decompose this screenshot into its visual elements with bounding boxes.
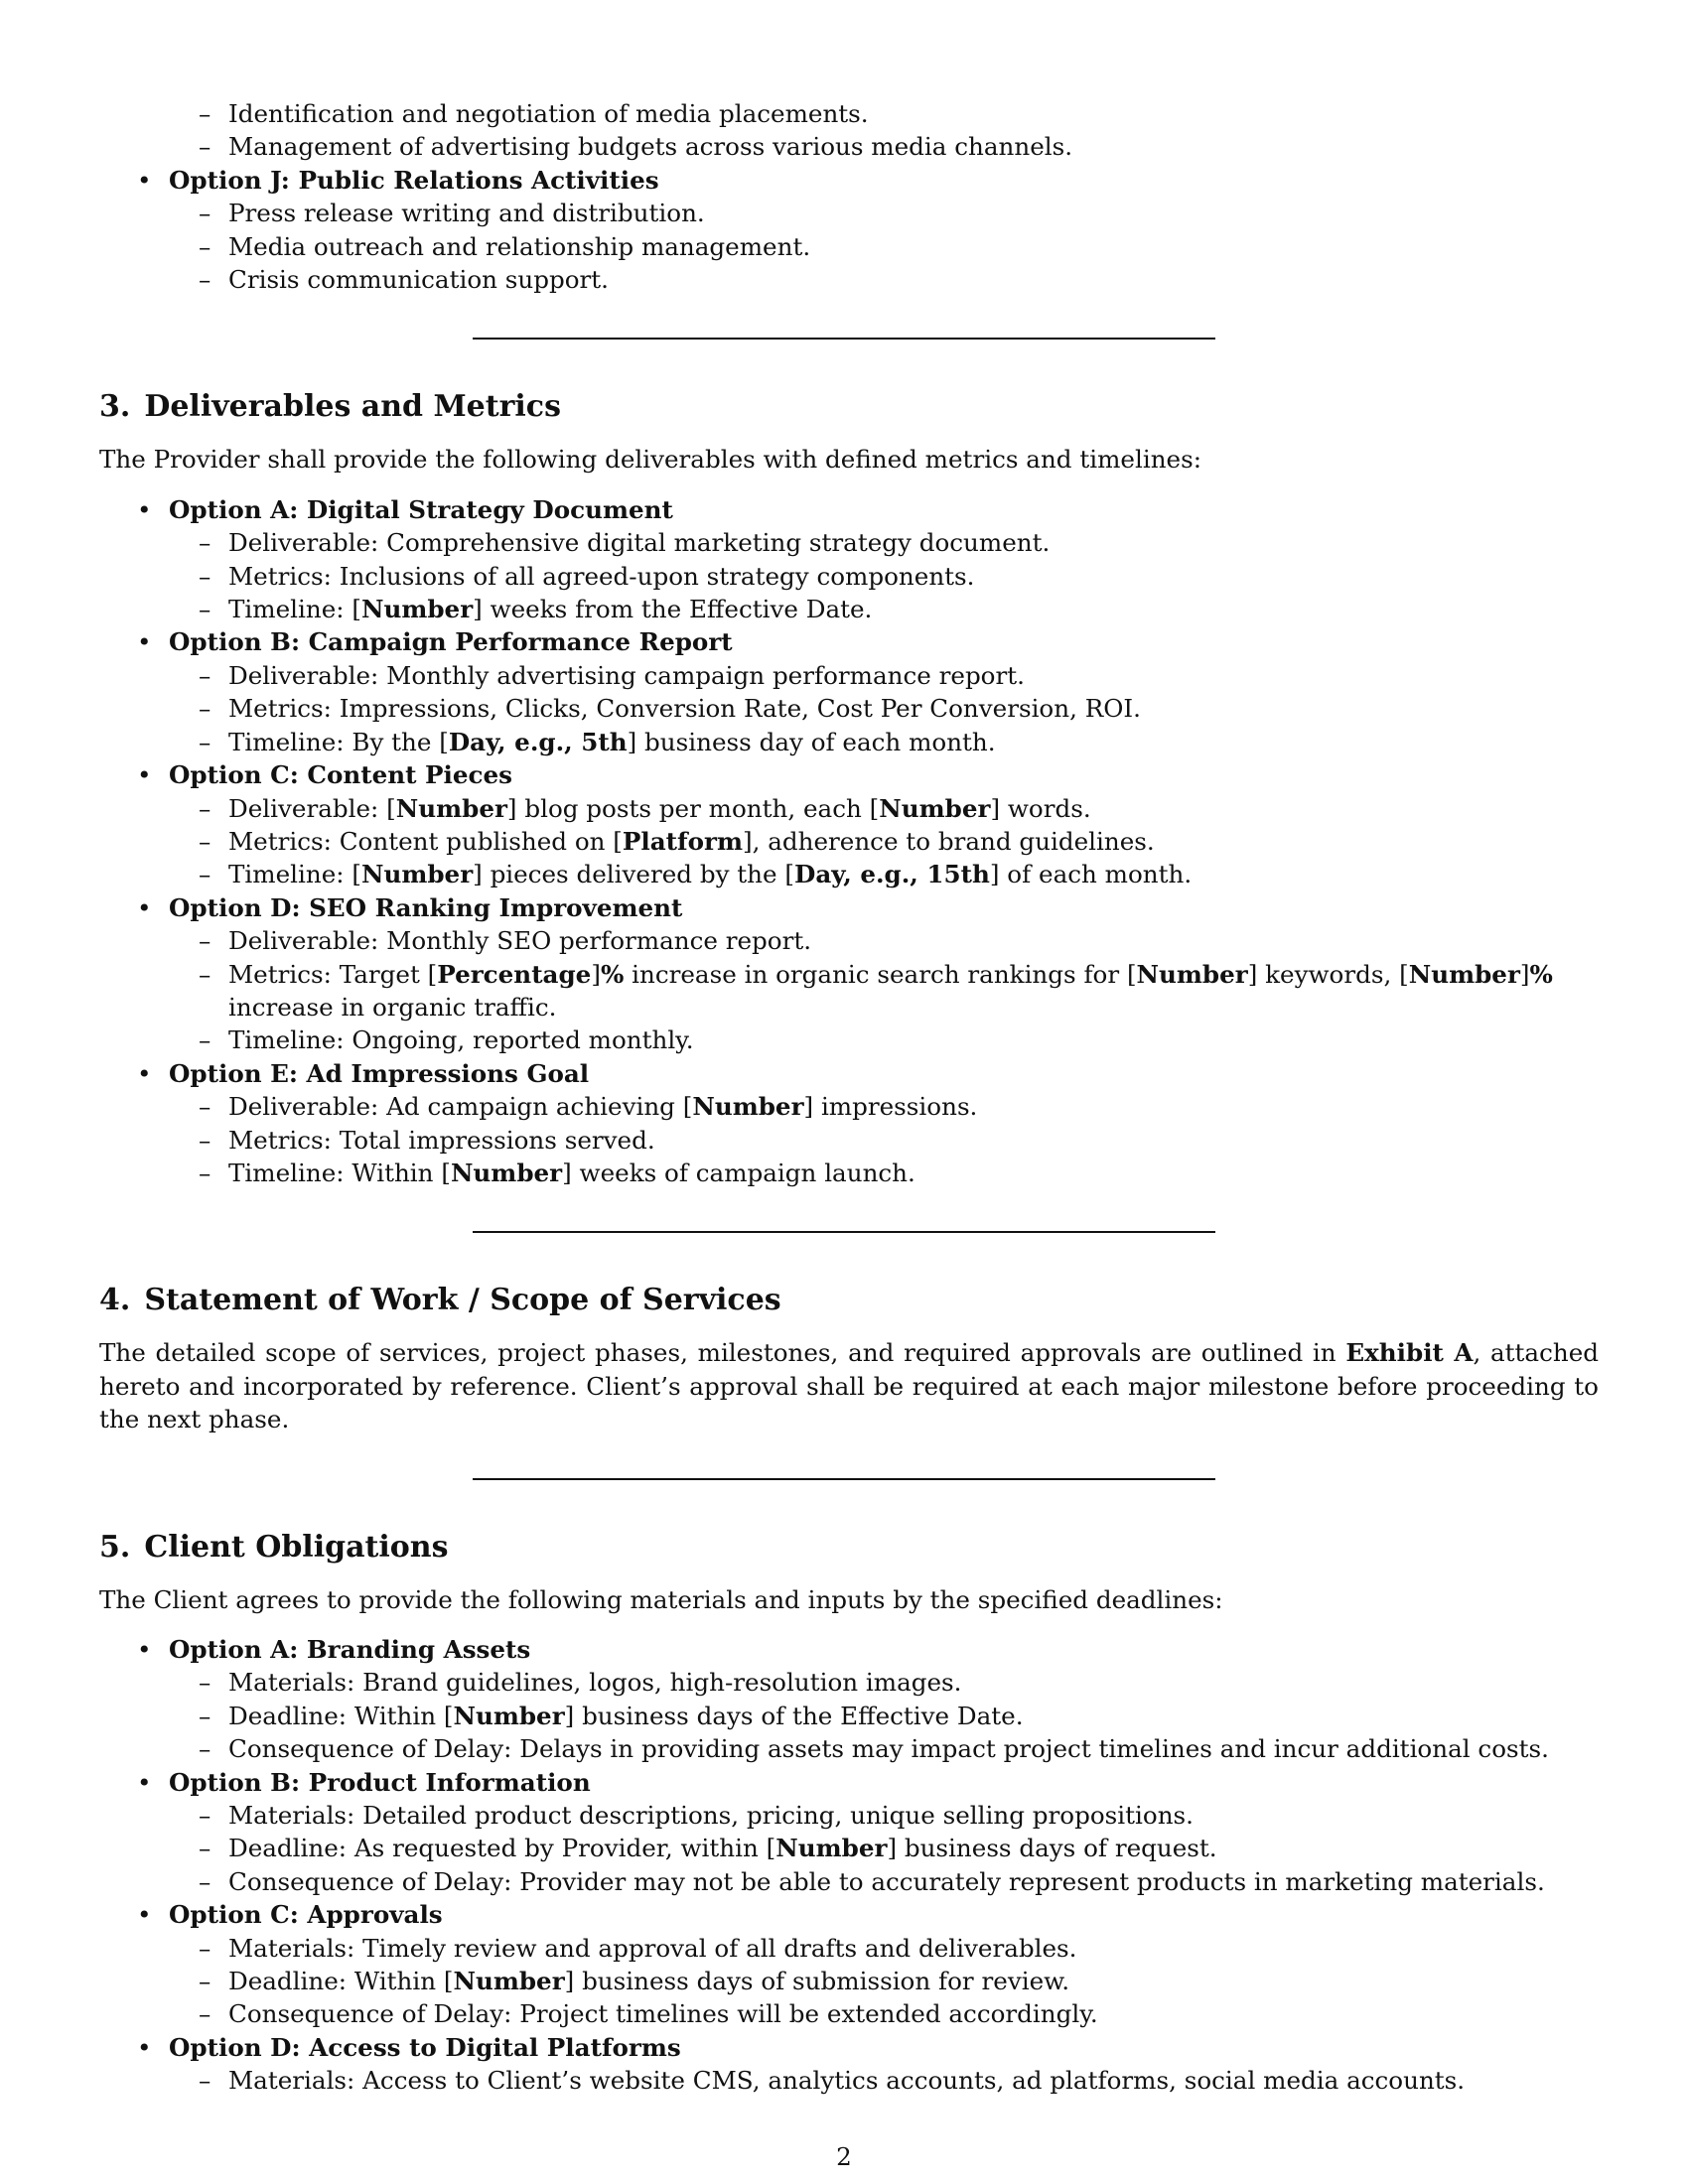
section-5-heading: [99, 1528, 1599, 1568]
bold-placeholder: Number: [1136, 959, 1248, 989]
bullet-icon: •: [137, 1900, 152, 1930]
dash-icon: –: [199, 1967, 211, 1996]
top-option-list: [99, 97, 1599, 296]
option-sub-item: [99, 858, 1599, 890]
dash-icon: –: [199, 561, 211, 591]
dash-icon: –: [199, 1092, 211, 1122]
text-run: , attached hereto and incorporated by reference. Client’s approval shall be required at each major milestone before proceeding to the next phase.: [99, 1338, 1599, 1434]
option-title: Option C: Content Pieces: [169, 760, 513, 790]
option-sub-item: [99, 958, 1599, 1024]
text-run: ], adherence to brand guidelines.: [742, 826, 1155, 856]
text-run: ] keywords, [: [1247, 959, 1409, 989]
page-number: 2: [836, 2142, 852, 2171]
option-sub-item: [99, 2064, 1599, 2097]
option-sub-item: [99, 1965, 1599, 1997]
text-run: Deadline: Within [: [228, 1701, 454, 1730]
text-run: ] business day of each month.: [627, 727, 996, 756]
bullet-icon: •: [137, 1767, 152, 1797]
option-sub-item: [99, 230, 1599, 263]
option-sub-item: [99, 560, 1599, 593]
option-sub-item: [99, 1090, 1599, 1123]
option-sub-item: [99, 1024, 1599, 1056]
dash-icon: –: [199, 1834, 211, 1863]
dash-icon: –: [199, 826, 211, 856]
bold-placeholder: %: [600, 959, 625, 989]
bullet-icon: •: [137, 892, 152, 922]
text-run: ] business days of submission for review.: [564, 1967, 1070, 1996]
option-sub-item: [99, 1865, 1599, 1898]
option-sub-item: [99, 130, 1599, 163]
text-run: Timeline: By the [: [228, 727, 449, 756]
bold-placeholder: Platform: [622, 826, 743, 856]
option-sub-item: [99, 1124, 1599, 1157]
dash-icon: –: [199, 1999, 211, 2029]
dash-icon: –: [199, 99, 211, 128]
option-sub-item: [99, 1700, 1599, 1732]
option-item: [99, 2031, 1599, 2064]
text-run: ] blog posts per month, each [: [506, 793, 880, 823]
text-run: Materials: Brand guidelines, logos, high-resolution images.: [228, 1668, 962, 1698]
option-item: [99, 1057, 1599, 1090]
option-sub-item: [99, 263, 1599, 296]
option-sub-item: [99, 1832, 1599, 1864]
text-run: Timeline: Ongoing, reported monthly.: [228, 1025, 694, 1055]
option-sub-item: [99, 1932, 1599, 1965]
option-title: Option D: SEO Ranking Improvement: [169, 892, 683, 922]
text-run: Deliverable: Comprehensive digital marketing strategy document.: [228, 528, 1051, 558]
option-sub-item: [99, 825, 1599, 858]
section-title: Statement of Work / Scope of Services: [144, 1283, 781, 1318]
text-run: Consequence of Delay: Delays in providing assets may impact project timelines and incur additional costs.: [228, 1734, 1549, 1764]
text-run: ] business days of request.: [887, 1834, 1217, 1863]
option-title: Option J: Public Relations Activities: [169, 165, 659, 195]
bullet-icon: •: [137, 627, 152, 657]
dash-icon: –: [199, 2066, 211, 2096]
text-run: Consequence of Delay: Project timelines will be extended accordingly.: [228, 1999, 1098, 2029]
bold-placeholder: Number: [450, 1158, 563, 1187]
dash-icon: –: [199, 1668, 211, 1698]
text-run: ] weeks from the Effective Date.: [473, 595, 873, 624]
dash-icon: –: [199, 1734, 211, 1764]
section-divider: [473, 338, 1215, 340]
text-run: ] words.: [990, 793, 1091, 823]
option-sub-item: [99, 197, 1599, 229]
section-title: Deliverables and Metrics: [144, 389, 561, 425]
text-run: ] impressions.: [803, 1092, 978, 1122]
text-run: Media outreach and relationship management.: [228, 231, 811, 261]
text-run: Metrics: Target [: [228, 959, 438, 989]
text-run: The detailed scope of services, project phases, milestones, and required approvals are outlined in: [99, 1338, 1346, 1368]
dash-icon: –: [199, 727, 211, 756]
dash-icon: –: [199, 1701, 211, 1730]
text-run: Deliverable: Monthly advertising campaign performance report.: [228, 660, 1025, 690]
dash-icon: –: [199, 660, 211, 690]
section-title: Client Obligations: [144, 1529, 449, 1565]
section-5-intro: The Client agrees to provide the following materials and inputs by the specified deadlines:: [99, 1584, 1223, 1614]
bold-placeholder: Number: [453, 1701, 565, 1730]
option-item: [99, 891, 1599, 924]
bold-placeholder: Number: [692, 1092, 804, 1122]
dash-icon: –: [199, 793, 211, 823]
text-run: Press release writing and distribution.: [228, 199, 705, 228]
text-run: increase in organic traffic.: [228, 992, 557, 1022]
text-run: ] of each month.: [989, 860, 1193, 889]
option-sub-item: [99, 593, 1599, 625]
option-item: [99, 758, 1599, 791]
option-title: Option B: Product Information: [169, 1767, 591, 1797]
bold-placeholder: Number: [775, 1834, 888, 1863]
option-item: [99, 493, 1599, 526]
text-run: Deliverable: [: [228, 793, 396, 823]
text-run: ] pieces delivered by the [: [473, 860, 794, 889]
section-3-intro: The Provider shall provide the following deliverables with defined metrics and timelines:: [99, 445, 1201, 475]
text-run: Materials: Access to Client’s website CMS, analytics accounts, ad platforms, social media accounts.: [228, 2066, 1466, 2096]
dash-icon: –: [199, 1025, 211, 1055]
bold-placeholder: Percentage: [437, 959, 592, 989]
text-run: Identification and negotiation of media placements.: [228, 99, 869, 128]
option-sub-item: [99, 726, 1599, 758]
dash-icon: –: [199, 265, 211, 295]
option-title: Option D: Access to Digital Platforms: [169, 2032, 681, 2062]
option-sub-item: [99, 692, 1599, 725]
bullet-icon: •: [137, 165, 152, 195]
bold-placeholder: Number: [879, 793, 991, 823]
text-run: Metrics: Impressions, Clicks, Conversion Rate, Cost Per Conversion, ROI.: [228, 694, 1141, 724]
text-run: ]: [591, 959, 601, 989]
bold-placeholder: Number: [360, 860, 474, 889]
bold-placeholder: Exhibit A: [1345, 1338, 1474, 1368]
option-sub-item: [99, 526, 1599, 559]
text-run: Deliverable: Ad campaign achieving [: [228, 1092, 693, 1122]
client-obligations-option-list: [99, 1633, 1599, 2098]
dash-icon: –: [199, 528, 211, 558]
text-run: Timeline: [: [228, 595, 361, 624]
dash-icon: –: [199, 1866, 211, 1896]
bold-placeholder: Day, e.g., 15th: [794, 860, 990, 889]
option-item: [99, 1766, 1599, 1799]
option-title: Option A: Digital Strategy Document: [169, 494, 673, 524]
bullet-icon: •: [137, 1058, 152, 1088]
section-divider: [473, 1478, 1215, 1480]
option-sub-item: [99, 659, 1599, 692]
option-item: [99, 164, 1599, 197]
text-run: Materials: Timely review and approval of all drafts and deliverables.: [228, 1933, 1077, 1963]
dash-icon: –: [199, 1801, 211, 1831]
text-run: increase in organic search rankings for [: [624, 959, 1137, 989]
option-sub-item: [99, 1799, 1599, 1832]
text-run: Deadline: Within [: [228, 1967, 454, 1996]
section-number: 5.: [99, 1529, 131, 1565]
option-sub-item: [99, 1666, 1599, 1699]
dash-icon: –: [199, 1933, 211, 1963]
bold-placeholder: %: [1529, 959, 1553, 989]
text-run: Deadline: As requested by Provider, within [: [228, 1834, 776, 1863]
text-run: ] weeks of campaign launch.: [562, 1158, 915, 1187]
text-run: Timeline: Within [: [228, 1158, 451, 1187]
dash-icon: –: [199, 595, 211, 624]
section-4-paragraph: [99, 1336, 1599, 1435]
option-item: [99, 625, 1599, 658]
option-title: Option A: Branding Assets: [169, 1635, 531, 1664]
dash-icon: –: [199, 860, 211, 889]
text-run: Metrics: Inclusions of all agreed-upon strategy components.: [228, 561, 975, 591]
dash-icon: –: [199, 959, 211, 989]
dash-icon: –: [199, 694, 211, 724]
bullet-icon: •: [137, 1635, 152, 1664]
option-sub-item: [99, 924, 1599, 957]
text-run: Crisis communication support.: [228, 265, 609, 295]
dash-icon: –: [199, 231, 211, 261]
dash-icon: –: [199, 1125, 211, 1155]
bold-placeholder: Number: [395, 793, 507, 823]
bold-placeholder: Number: [453, 1967, 565, 1996]
section-3-heading: [99, 387, 1599, 427]
text-run: ] business days of the Effective Date.: [564, 1701, 1024, 1730]
option-sub-item: [99, 1997, 1599, 2030]
text-run: Timeline: [: [228, 860, 361, 889]
bold-placeholder: Day, e.g., 5th: [448, 727, 628, 756]
option-title: Option E: Ad Impressions Goal: [169, 1058, 590, 1088]
section-divider: [473, 1231, 1215, 1233]
option-sub-item: [99, 792, 1599, 825]
option-title: Option B: Campaign Performance Report: [169, 627, 733, 657]
option-title: Option C: Approvals: [169, 1900, 443, 1930]
option-sub-item: [99, 1157, 1599, 1189]
dash-icon: –: [199, 132, 211, 162]
section-number: 3.: [99, 389, 131, 425]
text-run: Materials: Detailed product descriptions, pricing, unique selling propositions.: [228, 1801, 1194, 1831]
dash-icon: –: [199, 926, 211, 956]
text-run: Management of advertising budgets across various media channels.: [228, 132, 1073, 162]
bullet-icon: •: [137, 494, 152, 524]
bold-placeholder: Number: [360, 595, 474, 624]
dash-icon: –: [199, 199, 211, 228]
option-item: [99, 1633, 1599, 1666]
dash-icon: –: [199, 1158, 211, 1187]
option-sub-item: [99, 97, 1599, 130]
text-run: Deliverable: Monthly SEO performance report.: [228, 926, 812, 956]
document-page: [99, 97, 1599, 2098]
deliverables-option-list: [99, 493, 1599, 1190]
section-number: 4.: [99, 1283, 131, 1318]
text-run: Metrics: Total impressions served.: [228, 1125, 655, 1155]
option-sub-item: [99, 1732, 1599, 1765]
section-4-heading: [99, 1281, 1599, 1320]
bold-placeholder: Number: [1408, 959, 1520, 989]
bullet-icon: •: [137, 2032, 152, 2062]
text-run: Consequence of Delay: Provider may not be able to accurately represent products in marketing materials.: [228, 1866, 1545, 1896]
bullet-icon: •: [137, 760, 152, 790]
text-run: Metrics: Content published on [: [228, 826, 623, 856]
option-item: [99, 1898, 1599, 1931]
text-run: ]: [1519, 959, 1530, 989]
